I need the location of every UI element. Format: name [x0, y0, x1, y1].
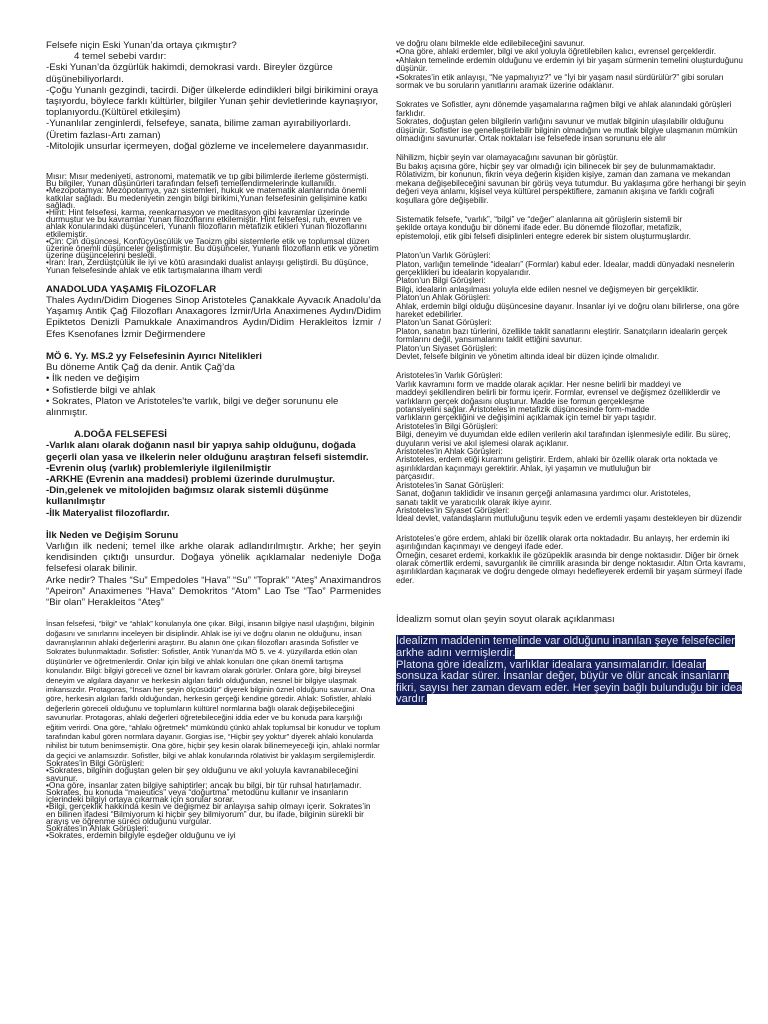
- platon-line: Ahlak, erdemin bilgi olduğu düşüncesine dayanır. İnsanlar iyi ve doğru olanı bilirlerse, ona göre hareket edebilirler.: [396, 301, 740, 319]
- sistematik-line: epistemoloji, etik gibi felsefi disiplinleri entegre ederek bir sistem oluşturmuşlardır.: [396, 231, 691, 241]
- civ-hint: •Hint: Hint felsefesi, karma, reenkarnasyon ve meditasyon gibi kavramlar üzerinde durmuştur ve bu kavramlar Yunan filozoflarını etkilemiştir. Hint felsefesi, ruh, evren ve ahlak konularındaki düşünceleri, Yunanlı filozofların metafizik etikleri Yunan filozoflarını etkilemiştir.: [46, 207, 367, 239]
- mo-item: • Sofistlerde bilgi ve ahlak: [46, 384, 156, 396]
- ilk-neden-body: Varlığın ilk nedeni; temel ilke arkhe olarak adlandırılmıştır. Arkhe; her şeyin kendisinden çıktığı unsurdur. Doğaya yönelik açıklamalar nedeniyle Doğa felsefesi olarak bilinir.: [46, 540, 381, 575]
- platon-line: Bilgi, idealarin anlaşılması yoluyla elde edilen nesnel ve değişmeyen bir gerçekliktir.: [396, 284, 699, 294]
- platon-line: Platon’un Siyaset Görüşleri:: [396, 343, 498, 353]
- mo-heading: MÖ 6. Yy. MS.2 yy Felsefesinin Ayırıcı Nitelikleri: [46, 350, 262, 362]
- civ-cin: •Çin: Çin düşüncesi, Konfüçyüsçülük ve Taoizm gibi sistemlerle etik ve toplumsal düzen üzerine önemli düşünceler geliştirmiştir. Bu düşünceler, Yunanlı filozofların etik ve yönetim üzerine düşüncelerini besledi.: [46, 235, 379, 261]
- platon-line: Platon’un Ahlak Görüşleri:: [396, 293, 491, 303]
- platon-line: Platon’un Sanat Görüşleri:: [396, 318, 492, 328]
- aristoteles-line: Aristoteles’in Bilgi Görüşleri:: [396, 421, 498, 431]
- doga-item: -Evrenin oluş (varlık) problemleriyle ilgilenilmiştir: [46, 462, 271, 474]
- sokrates-ahlak-heading: Sokrates’in Ahlak Görüşleri:: [46, 823, 149, 834]
- aristoteles-line: Bilgi, deneyim ve duyumdan elde edilen verilerin akıl tarafından işlenmesiyle edilir. Bu süreç, duyuların verisi ve akıl işlemesi olarak açıklanır.: [396, 430, 731, 448]
- arkhe-list: Arke nedir? Thales “Su” Empedoles “Hava” “Su” “Toprak” “Ateş” Anaximandros “Apeiron” Anaximenes “Hava” Demokritos “Atom” Lao Tse “Tao” Parmenides “Bir olan” Herakleitos “Ateş”: [46, 574, 381, 608]
- reason-3: -Yunanlılar zenginlerdi, felsefeye, sanata, bilime zaman ayırabiliyorlardı. (Üretim fazlası-Artı zaman): [46, 118, 352, 141]
- aristoteles-line: Sanat, doğanın taklididir ve insanın gerçeği anlamasına yardımcı olur. Aristoteles,: [396, 489, 691, 499]
- aristoteles-line: parçasıdır.: [396, 472, 435, 482]
- doga-heading: A.DOĞA FELSEFESİ: [74, 429, 167, 441]
- sokrates-overlap-block: [46, 760, 381, 839]
- sokrates-ahlak-item: •Sokrates, erdemin bilgiyle eşdeğer olduğunu ve iyi: [46, 830, 236, 841]
- mo-item: Bu döneme Antik Çağ da denir. Antik Çağ’da: [46, 362, 235, 374]
- doga-item: -Varlık alanı olarak doğanın nasıl bir yapıya sahip olduğunu, doğada geçerli olan yasa ve ilkelerin neler olduğunu araştıran felsefi sistemdir.: [46, 440, 369, 463]
- highlight-text: İdealizm maddenin temelinde var olduğunu inanılan şeye felsefeciler arkhe adını vermişlerdir.: [396, 635, 735, 659]
- highlighted-passage-1: [396, 636, 748, 659]
- nihilizm-block: [396, 154, 748, 204]
- civilizations-overlap-block: [46, 173, 381, 274]
- sokrates-line: •Ona göre, ahlaki erdemler, bilgi ve akıl yoluyla öğretilebilen kalıcı, evrensel gerçeklerdir.: [396, 47, 717, 57]
- sistematik-block: [396, 216, 748, 241]
- sokrates-sofistler-block: [396, 101, 748, 143]
- sokrates-bilgi-heading: Sokrates’in Bilgi Görüşleri:: [46, 758, 145, 769]
- mo-item: • İlk neden ve değişim: [46, 373, 140, 385]
- sistematik-line: şekilde ortaya konduğu bir dönemi ifade eder. Bu dönemde filozoflar, metafizik,: [396, 223, 682, 233]
- aristoteles-block: [396, 372, 748, 523]
- mo-item: • Sokrates, Platon ve Aristoteles’te varlık, bilgi ve değer sorununu ele alınmıştır.: [46, 395, 339, 418]
- reason-1: -Eski Yunan’da özgürlük hakimdi, demokrasi vardı. Bireyler özgürce düşünebiliyorlardı.: [46, 62, 333, 85]
- aristoteles-line: sanatı taklit ve yaratıcılık olarak ikiye ayırır.: [396, 497, 552, 507]
- sokrates-bilgi-item: •Sokrates, bilginin doğuştan gelen bir şey olduğunu ve akıl yoluyla kavranabileceğini savunur.: [46, 765, 359, 783]
- aristoteles-line: İdeal devlet, vatandaşların mutluluğunu teşvik eden ve erdemli yaşamı destekleyen bir düzendir: [396, 514, 742, 524]
- aristoteles-line: Aristoteles’in Ahlak Görüşleri:: [396, 447, 503, 457]
- aristoteles-line: Aristoteles’in Siyaset Görüşleri:: [396, 505, 510, 515]
- left-column: [46, 40, 381, 839]
- highlight-text: Platona göre idealizm, varlıklar idealara yansımalarıdır. İdealar sonsuza kadar sürer. İnsanlar değer, büyür ve ölür ancak insanların fikri, sayısı her zaman devam eder. Her şeyin bağlı bulunduğu bir idea vardır.: [396, 658, 743, 706]
- right-column: [396, 40, 748, 706]
- platon-line: Platon, varlığın temelinde “ideaları” (Formlar) kabul eder. İdealar, maddi dünyadaki nesnelerin gerçeklikleri bu idealarin kopyalarıdır.: [396, 259, 735, 277]
- sokrates-ahlak-continued: [396, 40, 748, 90]
- aristoteles-line: Aristoteles’in Sanat Görüşleri:: [396, 480, 504, 490]
- question-heading: Felsefe niçin Eski Yunan’da ortaya çıkmıştır?: [46, 40, 237, 51]
- sokrates-line: ve doğru olanı bilmekle elde edilebileceğini savunur.: [396, 39, 585, 48]
- sokrates-line: •Ahlakın temelinde erdemin olduğunu ve erdemin iyi bir yaşam sürmenin temelini oluşturduğunu düşünür.: [396, 55, 743, 74]
- platon-line: Platon’un Varlık Görüşleri:: [396, 251, 491, 261]
- sokrates-bilgi-item: •Ona göre, insanlar zaten bilgiye sahiptirler; ancak bu bilgi, bir tür ruhsal hatırlamadır. Sokrates, bu konuda “maieutics” veya “doğurtma” metodunu kullanır ve insanların içlerindeki bilgiyi ortaya çıkarmak için sorular sorar.: [46, 779, 362, 805]
- aristoteles-line: Aristoteles’in Varlık Görüşleri:: [396, 371, 503, 381]
- nihilizm-line: Nihilizm, hiçbir şeyin var olamayacağını savunan bir görüştür.: [396, 153, 619, 163]
- sokrates-bilgi-item: •Bilgi, gerçeklik hakkında kesin ve değişmez bir anlayışa sahip olmayı içerir. Sokrates’in en bilinen ifadesi “Bilmiyorum ki hiçbir şey bilmiyorum” dur, bu ifade, bilginin sürekli bir arayış ve öğrenme süreci olduğunu vurgular.: [46, 801, 371, 826]
- anadolu-heading: ANADOLUDA YAŞAMIŞ FİLOZOFLAR: [46, 283, 217, 295]
- ilk-neden-heading: İlk Neden ve Değişim Sorunu: [46, 529, 179, 541]
- erdem-line: Örneğin, cesaret erdemi, korkaklık ile gözüpeklik arasında bir denge noktasıdır. Diğer bir örnek olarak cömertlik erdemi, savurganlık ile cimrilik arasında bir denge noktasıdır. Altın Orta kavramı, aşırılıklardan kaçınarak ve doğru dengede olmayı hedefleyerek erdemli bir yaşam sürmeyi ifade eder.: [396, 550, 746, 585]
- reason-2: -Çoğu Yunanlı gezgindi, tacirdi. Diğer ülkelerde edindikleri bilgi birikimini oraya taşıyordu, böylece farklı kültürler, bilgiler Yunan şehir devletlerinde kaynaşıyor, toplanıyordu.(Kültürel etkileşim): [46, 84, 379, 119]
- doga-item: -Din,gelenek ve mitolojiden bağımsız olarak sistemli düşünme kullanılmıştır: [46, 485, 329, 508]
- nihilizm-line: Bu bakış açısına göre, hiçbir şey var olmadığı için bilinecek bir şey de bulunmamaktadır.: [396, 161, 716, 171]
- reasons-count: 4 temel sebebi vardır:: [74, 51, 167, 63]
- sokrates-line: •Sokrates’in etik anlayışı, “Ne yapmalıyız?” ve “İyi bir yaşam nasıl sürdürülür?” gibi soruları sormak ve bu soruların yanıtlarını aramak üzerine odaklanır.: [396, 72, 724, 91]
- sistematik-line: Sistematik felsefe, “varlık”, “bilgi” ve “değer” alanlarına ait görüşlerin sistemli bir: [396, 214, 683, 224]
- erdem-line: Aristoteles’e göre erdem, ahlaki bir özellik olarak orta noktadadır. Bu anlayış, her erdemin iki aşırılığından kaçınmayı ve dengeyi ifade eder.: [396, 533, 730, 552]
- doga-item: -İlk Materyalist filozoflardır.: [46, 507, 170, 519]
- platon-line: Devlet, felsefe bilginin ve yönetim altında ideal bir düzen içinde olmalıdır.: [396, 352, 660, 361]
- anadolu-body: Thales Aydın/Didim Diogenes Sinop Aristoteles Çanakkale Ayvacık Anadolu’da Yaşamış Antik Çağ Filozofları Anaxagores İzmir/Urla Anaximenes Aydın/Didim Epiktetos Denizli Pamukkale Anaximandros Aydın/Didim Herakleitos İzmir / Efes Ksenofanes İzmir Değirmendere: [46, 295, 381, 340]
- rolativizm-line: Rölativizm, bir konunun, fikrin veya değerin kişiden kişiye, zaman dan zamana ve mekandan mekana değişebileceğini savunan bir görüş veya tutumdur. Bu yaklaşıma göre herhangi bir şeyin değeri veya anlamı, kişisel veya kültürel perspektiflere, zamanın akışına ve farklı coğrafi koşullara göre değişebilir.: [396, 170, 746, 205]
- aristoteles-line: Varlık kavramını form ve madde olarak açıklar. Her nesne belirli bir maddeyi ve: [396, 379, 682, 389]
- civ-iran: •İran: İran, Zerdüştçülük ile iyi ve kötü arasındaki dualist anlayışı geliştirdi. Bu düşünce, Yunan felsefesinde ahlak ve etik tartışmalarına ilham verdi: [46, 257, 369, 275]
- aristoteles-line: maddeyi şekillendiren belirli bir formu içerir. Formlar, evrensel ve değişmez özelliklerdir ve varlıkların gerçek doğasını oluşturur. Madde ise formun gerçekleşme: [396, 388, 721, 406]
- erdem-block: [396, 535, 748, 585]
- insan-felsefesi-body: İnsan felsefesi, “bilgi” ve “ahlak” konularıyla öne çıkar. Bilgi, insanın bilgiye nasıl ulaştığını, bilginin doğasını ve sınırlarını inceleyen bir disiplindir. Ahlak ise iyi ve doğru olanın ne olduğunu, insan davranışlarının ahlaki değerlerini araştırır. Bu alanın öne çıkan filozofları arasında Sofistler ve Sokrates bulunmaktadır. Sofistler: Sofistler, Antik Yunan’da MÖ 5. ve 4. yüzyıllarda etkin olan düşünürler ve öğretmenlerdir. Onlar için bilgi ve ahlak konuları öne çıkan önemli tartışma konularıdır. Bilgi: bilgiyi göreceli ve öznel bir kavram olarak görürler. Onlara göre, bilgi bireysel deneyim ve algılara dayanır ve herkesin algıları farklı olduğundan, nesnel bir bilgiye ulaşmak imkansızdır. Protagoras, “İnsan her şeyin ölçüsüdür” diyerek bilginin öznel olduğunu savunur. Ona göre, herkesin algıları farklı olduğundan, herkesin gerçeği kendine göredir. Ahlak: Sofistler, ahlaki değerlerin göreceli olduğunu ve toplumların kültürel normlarına bağlı olarak değişebileceğini savunurlar. Protagoras, ahlaki değerleri öğretebileceğini iddia eder ve bu konuda para karşılığı eğitim verirdi. Ona göre, “ahlakı öğretmek” mümkündü çünkü ahlak toplumsal bir konudur ve toplum tarafından kabul gören normlara dayanır. Gorgias ise, “Hiçbir şey yoktur” diyerek ahlaki konularda nihilist bir tutum benimsemiştir. Ona göre, hiçbir şey kesin olarak bilinemeyeceği için, ahlaki normlar da geçici ve anlamsızdır. Sofistler, bilgi ve ahlak konularında rölativist bir yaklaşım sergilemişlerdir.: [46, 619, 381, 760]
- civ-misir: Mısır: Mısır medeniyeti, astronomi, matematik ve tıp gibi bilimlerde ilerleme göstermişti. Bu bilgiler, Yunan düşünürleri tarafından felsefi temellendirmelerinde kullanıldı.: [46, 171, 369, 189]
- doga-item: -ARKHE (Evrenin ana maddesi) problemi üzerinde durulmuştur.: [46, 473, 335, 485]
- highlighted-passage-2: [396, 660, 748, 706]
- platon-block: [396, 252, 748, 361]
- aristoteles-line: potansiyelini sağlar. Aristoteles’in metafizik düşüncesinde form-madde: [396, 405, 650, 415]
- platon-line: Platon, sanatın bazı türlerini, özellikle taklit sanatlarını eleştirir. Sanatçıların idealarin gerçek formlarını değil, yansımalarını taklit ettiğini savunur.: [396, 326, 728, 345]
- idealizm-definition: İdealizm somut olan şeyin soyut olarak açıklanması: [396, 614, 615, 626]
- comparison-line: Sokrates, doğuştan gelen bilgilerin varlığını savunur ve mutlak bilginin ulaşılabilir olduğunu düşünür. Sofistler ise genelleştirilebilir bilginin olmadığını ve mutlak bilgiye ulaşmanın mümkün olmadığını savunurlar. Ortak noktaları ise felsefede insan sorununu ele alır: [396, 117, 738, 144]
- comparison-line: Sokrates ve Sofistler, aynı dönemde yaşamalarına rağmen bilgi ve ahlak alanındaki görüşleri farklıdır.: [396, 100, 732, 118]
- civ-mezopotamya: •Mezopotamya: Mezopotamya, yazı sistemleri, hukuk ve matematik alanlarında önemli katkılar sağladı. Bu medeniyetin zengin bilgi birikimi,Yunan felsefesinin gelişimine katkı sağladı.: [46, 185, 368, 210]
- aristoteles-line: Aristoteles, erdem etiği kuramını geliştirir. Erdem, ahlaki bir özellik olarak orta noktada ve aşırılıklardan kaçınmayı gerektirir. Ahlak, iyi yaşamın ve mutluluğun bir: [396, 455, 718, 473]
- reason-4: -Mitolojik unsurlar içermeyen, doğal gözleme ve incelemelere dayanmasıdır.: [46, 140, 369, 152]
- aristoteles-line: varlıkların gerçekliğini ve değişimini açıklamak için temel bir yapı taşıdır.: [396, 413, 657, 423]
- platon-line: Platon’un Bilgi Görüşleri:: [396, 276, 486, 286]
